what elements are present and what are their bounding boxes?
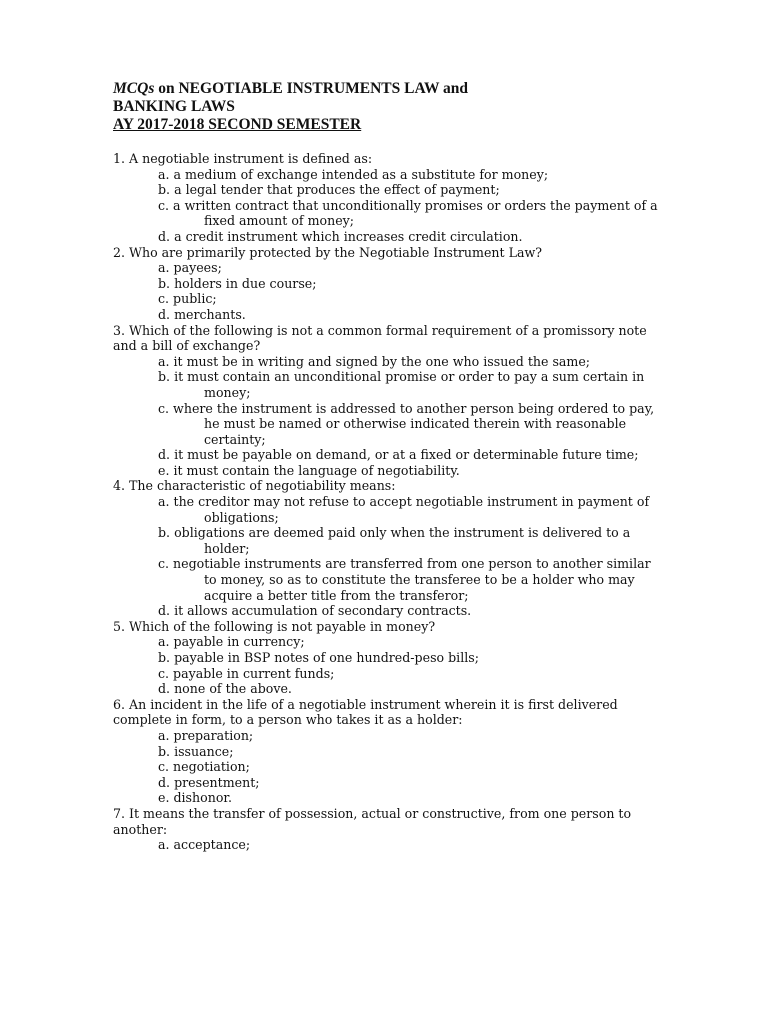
header-title-text: on NEGOTIABLE INSTRUMENTS LAW and [154,80,469,97]
answer-option: b. obligations are deemed paid only when the instrument is delivered to a holder; [158,525,631,556]
answer-option: a. payees; [158,260,222,276]
answer-option: b. issuance; [158,743,234,759]
answer-option: a. it must be in writing and signed by the one who issued the same; [158,353,591,369]
answer-option: d. presentment; [158,774,260,790]
answer-option: c. payable in current funds; [158,665,335,681]
question-text: 4. The characteristic of negotiability means: [113,478,396,494]
question-text: 2. Who are primarily protected by the Negotiable Instrument Law? [113,244,542,260]
answer-option: a. acceptance; [158,837,251,853]
answer-option: d. it must be payable on demand, or at a fixed or determinable future time; [158,447,639,463]
header-line-1 [113,80,468,98]
header-mcq-text: MCQs [113,80,155,97]
answer-option: d. a credit instrument which increases credit circulation. [158,228,523,244]
header-semester: AY 2017-2018 SECOND SEMESTER [113,116,362,133]
document-header [113,80,468,134]
answer-option: a. preparation; [158,727,254,743]
question-block [113,323,658,479]
answer-option: c. a written contract that unconditionally promises or orders the payment of a fixed amount of money; [158,197,658,229]
question-text: 3. Which of the following is not a common formal requirement of a promissory note and a bill of exchange? [113,322,647,354]
question-list [113,151,658,853]
answer-option: a. payable in currency; [158,634,305,650]
question-block [113,151,658,245]
header-line-2: BANKING LAWS [113,98,235,115]
answer-option: c. public; [158,291,217,307]
answer-option: d. none of the above. [158,681,292,697]
answer-option: c. negotiation; [158,759,250,775]
question-text: 1. A negotiable instrument is defined as: [113,151,373,166]
question-block [113,245,658,323]
answer-option: b. a legal tender that produces the effect of payment; [158,182,500,198]
answer-option: a. a medium of exchange intended as a substitute for money; [158,166,549,182]
answer-option: b. holders in due course; [158,275,317,291]
answer-option: d. merchants. [158,306,246,322]
answer-option: a. the creditor may not refuse to accept negotiable instrument in payment of obligations; [158,494,650,525]
question-text: 6. An incident in the life of a negotiable instrument wherein it is first delivered complete in form, to a person who takes it as a holder: [113,696,618,728]
question-block [113,478,658,618]
question-block [113,619,658,697]
question-block [113,806,658,853]
answer-option: b. payable in BSP notes of one hundred-peso bills; [158,650,479,665]
answer-option: c. where the instrument is addressed to another person being ordered to pay, he must be named or otherwise indicated therein with reasonable certainty; [158,400,655,447]
answer-option: d. it allows accumulation of secondary contracts. [158,603,472,619]
question-text: 7. It means the transfer of possession, actual or constructive, from one person to another: [113,805,632,837]
question-block [113,697,658,806]
answer-option: b. it must contain an unconditional promise or order to pay a sum certain in money; [158,369,645,400]
answer-option: e. it must contain the language of negotiability. [158,462,460,478]
question-text: 5. Which of the following is not payable in money? [113,618,436,634]
answer-option: e. dishonor. [158,790,233,806]
answer-option: c. negotiable instruments are transferred from one person to another similar to money, so as to constitute the transferee to be a holder who may acquire a better title from the transferor; [158,556,651,603]
